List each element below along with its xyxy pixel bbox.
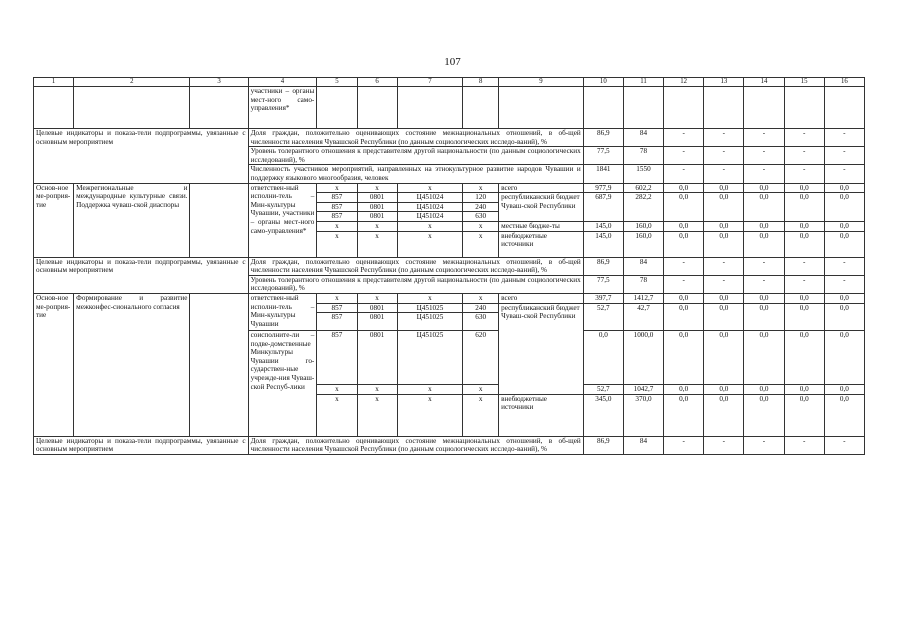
value-cell: 0,0 bbox=[664, 293, 704, 303]
value-cell: 1841 bbox=[583, 165, 623, 183]
code-cell: х bbox=[397, 183, 463, 193]
table-cell bbox=[583, 87, 623, 129]
event-type: Основ-ное ме-роприя-тие bbox=[34, 293, 74, 436]
value-cell: 0,0 bbox=[744, 221, 784, 231]
table-cell bbox=[190, 183, 248, 257]
value-cell: - bbox=[664, 257, 704, 275]
value-cell: - bbox=[744, 147, 784, 165]
column-number: 16 bbox=[824, 78, 864, 87]
source-cell: внебюджетные источники bbox=[499, 394, 584, 436]
code-cell: х bbox=[463, 231, 499, 257]
table-cell bbox=[623, 87, 663, 129]
value-cell: - bbox=[784, 147, 824, 165]
table-cell bbox=[824, 87, 864, 129]
responsible-cell: ответствен-ный исполни-тель – Мин-культуры Чувашии bbox=[248, 293, 317, 330]
column-number: 12 bbox=[664, 78, 704, 87]
column-number: 3 bbox=[190, 78, 248, 87]
value-cell: - bbox=[704, 257, 744, 275]
value-cell: - bbox=[824, 129, 864, 147]
value-cell: 977,9 bbox=[583, 183, 623, 193]
indicators-label: Целевые индикаторы и показа-тели подпрограммы, увязанные с основным мероприятием bbox=[34, 257, 249, 293]
event-name: Межрегиональные и международные культурные связи. Поддержка чуваш-ской диаспоры bbox=[74, 183, 190, 257]
code-cell: 857 bbox=[317, 313, 357, 331]
code-cell: х bbox=[357, 385, 397, 395]
coexecutor-cell: соисполните-ли – подве-домственные Минкультуры Чувашии го-сударствен-ные учрежде-ния Чуваш-ской Респуб-лики bbox=[248, 331, 317, 437]
table-cell bbox=[704, 87, 744, 129]
value-cell: 0,0 bbox=[583, 331, 623, 385]
value-cell: 0,0 bbox=[744, 385, 784, 395]
code-cell: 0801 bbox=[357, 202, 397, 212]
page-number: 107 bbox=[444, 56, 461, 68]
value-cell: - bbox=[704, 147, 744, 165]
value-cell: - bbox=[784, 165, 824, 183]
event-type: Основ-ное ме-роприя-тие bbox=[34, 183, 74, 257]
value-cell: 397,7 bbox=[583, 293, 623, 303]
code-cell: х bbox=[463, 221, 499, 231]
value-cell: 78 bbox=[623, 147, 663, 165]
value-cell: - bbox=[784, 257, 824, 275]
code-cell: 857 bbox=[317, 202, 357, 212]
column-number-row bbox=[34, 78, 865, 87]
code-cell: 857 bbox=[317, 212, 357, 222]
code-cell: 240 bbox=[463, 202, 499, 212]
value-cell: 86,9 bbox=[583, 257, 623, 275]
value-cell: - bbox=[704, 165, 744, 183]
table-cell bbox=[74, 87, 190, 129]
value-cell: 86,9 bbox=[583, 129, 623, 147]
value-cell: 0,0 bbox=[664, 193, 704, 222]
column-number: 14 bbox=[744, 78, 784, 87]
value-cell: 86,9 bbox=[583, 436, 623, 454]
column-number: 9 bbox=[499, 78, 584, 87]
code-cell: х bbox=[357, 394, 397, 436]
code-cell: Ц451024 bbox=[397, 212, 463, 222]
indicators-label: Целевые индикаторы и показа-тели подпрограммы, увязанные с основным мероприятием bbox=[34, 436, 249, 454]
value-cell: - bbox=[824, 147, 864, 165]
code-cell: х bbox=[357, 231, 397, 257]
indicator-row bbox=[34, 257, 865, 275]
value-cell: 1550 bbox=[623, 165, 663, 183]
value-cell: 160,0 bbox=[623, 221, 663, 231]
responsible-cell: ответствен-ный исполни-тель – Мин-культуры Чувашии, участники – органы мест-ного само-управления* bbox=[248, 183, 317, 257]
value-cell: - bbox=[704, 436, 744, 454]
code-cell: 0801 bbox=[357, 303, 397, 313]
value-cell: 0,0 bbox=[744, 231, 784, 257]
code-cell: х bbox=[357, 293, 397, 303]
value-cell: - bbox=[824, 165, 864, 183]
value-cell: - bbox=[744, 257, 784, 275]
code-cell: Ц451025 bbox=[397, 331, 463, 385]
value-cell: 0,0 bbox=[824, 221, 864, 231]
value-cell: 77,5 bbox=[583, 275, 623, 293]
indicator-text: Доля граждан, положительно оценивающих состояние межнациональных отношений, в об-щей численности населения Чувашской Республики (по данным социологических исследо-ваний), % bbox=[248, 436, 583, 454]
table-cell bbox=[397, 87, 463, 129]
value-cell: 687,9 bbox=[583, 193, 623, 222]
table-cell bbox=[664, 87, 704, 129]
value-cell: 160,0 bbox=[623, 231, 663, 257]
value-cell: 0,0 bbox=[744, 331, 784, 385]
column-number: 10 bbox=[583, 78, 623, 87]
column-number: 15 bbox=[784, 78, 824, 87]
value-cell: 1042,7 bbox=[623, 385, 663, 395]
value-cell: 370,0 bbox=[623, 394, 663, 436]
value-cell: - bbox=[784, 275, 824, 293]
code-cell: х bbox=[463, 293, 499, 303]
value-cell: 77,5 bbox=[583, 147, 623, 165]
program-table bbox=[33, 77, 865, 455]
value-cell: - bbox=[824, 257, 864, 275]
value-cell: 0,0 bbox=[704, 394, 744, 436]
value-cell: 1412,7 bbox=[623, 293, 663, 303]
value-cell: 0,0 bbox=[784, 183, 824, 193]
source-cell: всего bbox=[499, 293, 584, 303]
value-cell: 0,0 bbox=[744, 193, 784, 222]
table-cell bbox=[190, 293, 248, 436]
value-cell: 0,0 bbox=[744, 293, 784, 303]
value-cell: 0,0 bbox=[784, 221, 824, 231]
code-cell: х bbox=[317, 221, 357, 231]
value-cell: - bbox=[664, 165, 704, 183]
code-cell: х bbox=[463, 183, 499, 193]
value-cell: 0,0 bbox=[664, 221, 704, 231]
column-number: 6 bbox=[357, 78, 397, 87]
code-cell: х bbox=[317, 231, 357, 257]
value-cell: 145,0 bbox=[583, 221, 623, 231]
value-cell: 0,0 bbox=[704, 303, 744, 331]
table-cell bbox=[463, 87, 499, 129]
value-cell: - bbox=[744, 165, 784, 183]
event-row bbox=[34, 293, 865, 303]
code-cell: х bbox=[397, 394, 463, 436]
value-cell: - bbox=[744, 129, 784, 147]
code-cell: 857 bbox=[317, 331, 357, 385]
table-cell bbox=[357, 87, 397, 129]
value-cell: 84 bbox=[623, 436, 663, 454]
indicator-text: Численность участников мероприятий, направленных на этнокультурное развитие народов Чувашии и поддержку языкового многообразия, человек bbox=[248, 165, 583, 183]
value-cell: - bbox=[704, 275, 744, 293]
indicators-label: Целевые индикаторы и показа-тели подпрограммы, увязанные с основным мероприятием bbox=[34, 129, 249, 184]
source-cell: всего bbox=[499, 183, 584, 193]
indicator-text: Доля граждан, положительно оценивающих состояние межнациональных отношений, в об-щей численности населения Чувашской Республики (по данным социологических исследо-ваний), % bbox=[248, 257, 583, 275]
source-cell: внебюджетные источники bbox=[499, 231, 584, 257]
code-cell: 0801 bbox=[357, 193, 397, 203]
column-number: 1 bbox=[34, 78, 74, 87]
column-number: 2 bbox=[74, 78, 190, 87]
event-name: Формирование и развитие межконфес-сионального согласия bbox=[74, 293, 190, 436]
value-cell: 0,0 bbox=[784, 193, 824, 222]
value-cell: 0,0 bbox=[704, 293, 744, 303]
column-number: 11 bbox=[623, 78, 663, 87]
value-cell: 0,0 bbox=[824, 293, 864, 303]
value-cell: 84 bbox=[623, 129, 663, 147]
code-cell: х bbox=[397, 221, 463, 231]
value-cell: - bbox=[744, 275, 784, 293]
event-row bbox=[34, 183, 865, 193]
code-cell: 0801 bbox=[357, 331, 397, 385]
code-cell: 620 bbox=[463, 331, 499, 385]
value-cell: - bbox=[824, 275, 864, 293]
column-number: 4 bbox=[248, 78, 317, 87]
indicator-text: Уровень толерантного отношения к представителям другой национальности (по данным социологических исследований), % bbox=[248, 275, 583, 293]
source-cell: местные бюдже-ты bbox=[499, 221, 584, 231]
indicator-text: Доля граждан, положительно оценивающих состояние межнациональных отношений, в об-щей численности населения Чувашской Республики (по данным социологических исследо-ваний), % bbox=[248, 129, 583, 147]
value-cell: 1000,0 bbox=[623, 331, 663, 385]
value-cell: 78 bbox=[623, 275, 663, 293]
responsible-cell: участники – органы мест-ного само-управления* bbox=[248, 87, 317, 129]
value-cell: 0,0 bbox=[664, 394, 704, 436]
value-cell: 0,0 bbox=[664, 231, 704, 257]
value-cell: - bbox=[784, 436, 824, 454]
code-cell: х bbox=[317, 293, 357, 303]
code-cell: х bbox=[397, 231, 463, 257]
table-row bbox=[34, 87, 865, 129]
value-cell: - bbox=[664, 147, 704, 165]
code-cell: 857 bbox=[317, 303, 357, 313]
value-cell: 0,0 bbox=[784, 385, 824, 395]
value-cell: 52,7 bbox=[583, 303, 623, 331]
code-cell: 0801 bbox=[357, 212, 397, 222]
value-cell: 0,0 bbox=[824, 193, 864, 222]
value-cell: 0,0 bbox=[784, 293, 824, 303]
code-cell: х bbox=[357, 221, 397, 231]
value-cell: 84 bbox=[623, 257, 663, 275]
code-cell: х bbox=[357, 183, 397, 193]
value-cell: 0,0 bbox=[824, 303, 864, 331]
source-cell: республиканский бюджет Чуваш-ской Республики bbox=[499, 303, 584, 394]
table-cell bbox=[190, 87, 248, 129]
table-cell bbox=[34, 87, 74, 129]
value-cell: 0,0 bbox=[824, 331, 864, 385]
code-cell: 630 bbox=[463, 212, 499, 222]
column-number: 5 bbox=[317, 78, 357, 87]
value-cell: 282,2 bbox=[623, 193, 663, 222]
value-cell: 0,0 bbox=[784, 394, 824, 436]
value-cell: 0,0 bbox=[824, 231, 864, 257]
value-cell: - bbox=[664, 436, 704, 454]
value-cell: - bbox=[704, 129, 744, 147]
value-cell: 0,0 bbox=[704, 183, 744, 193]
code-cell: х bbox=[317, 183, 357, 193]
value-cell: - bbox=[784, 129, 824, 147]
code-cell: 0801 bbox=[357, 313, 397, 331]
value-cell: 0,0 bbox=[704, 193, 744, 222]
code-cell: х bbox=[463, 394, 499, 436]
value-cell: - bbox=[824, 436, 864, 454]
value-cell: 345,0 bbox=[583, 394, 623, 436]
code-cell: Ц451025 bbox=[397, 303, 463, 313]
value-cell: 0,0 bbox=[664, 183, 704, 193]
value-cell: 0,0 bbox=[784, 303, 824, 331]
column-number: 13 bbox=[704, 78, 744, 87]
code-cell: 857 bbox=[317, 193, 357, 203]
value-cell: 0,0 bbox=[704, 221, 744, 231]
code-cell: 120 bbox=[463, 193, 499, 203]
code-cell: х bbox=[317, 394, 357, 436]
table-cell bbox=[317, 87, 357, 129]
value-cell: 0,0 bbox=[784, 231, 824, 257]
value-cell: 0,0 bbox=[824, 394, 864, 436]
value-cell: 0,0 bbox=[664, 331, 704, 385]
value-cell: - bbox=[664, 129, 704, 147]
code-cell: Ц451024 bbox=[397, 202, 463, 212]
value-cell: 42,7 bbox=[623, 303, 663, 331]
value-cell: 0,0 bbox=[704, 331, 744, 385]
value-cell: 0,0 bbox=[784, 331, 824, 385]
indicator-row bbox=[34, 129, 865, 147]
code-cell: Ц451025 bbox=[397, 313, 463, 331]
value-cell: 0,0 bbox=[744, 303, 784, 331]
source-cell: республиканский бюджет Чуваш-ской Республики bbox=[499, 193, 584, 222]
code-cell: х bbox=[317, 385, 357, 395]
column-number: 7 bbox=[397, 78, 463, 87]
indicator-row bbox=[34, 436, 865, 454]
code-cell: 630 bbox=[463, 313, 499, 331]
code-cell: х bbox=[397, 385, 463, 395]
value-cell: 0,0 bbox=[704, 385, 744, 395]
code-cell: Ц451024 bbox=[397, 193, 463, 203]
code-cell: х bbox=[463, 385, 499, 395]
value-cell: - bbox=[664, 275, 704, 293]
value-cell: 145,0 bbox=[583, 231, 623, 257]
code-cell: х bbox=[397, 293, 463, 303]
value-cell: 0,0 bbox=[824, 183, 864, 193]
value-cell: - bbox=[744, 436, 784, 454]
code-cell: 240 bbox=[463, 303, 499, 313]
table-cell bbox=[744, 87, 784, 129]
value-cell: 0,0 bbox=[704, 231, 744, 257]
value-cell: 0,0 bbox=[824, 385, 864, 395]
table-cell bbox=[784, 87, 824, 129]
value-cell: 0,0 bbox=[744, 394, 784, 436]
value-cell: 0,0 bbox=[744, 183, 784, 193]
value-cell: 0,0 bbox=[664, 385, 704, 395]
indicator-text: Уровень толерантного отношения к представителям другой национальности (по данным социологических исследований), % bbox=[248, 147, 583, 165]
value-cell: 602,2 bbox=[623, 183, 663, 193]
value-cell: 0,0 bbox=[664, 303, 704, 331]
table-cell bbox=[499, 87, 584, 129]
column-number: 8 bbox=[463, 78, 499, 87]
value-cell: 52,7 bbox=[583, 385, 623, 395]
